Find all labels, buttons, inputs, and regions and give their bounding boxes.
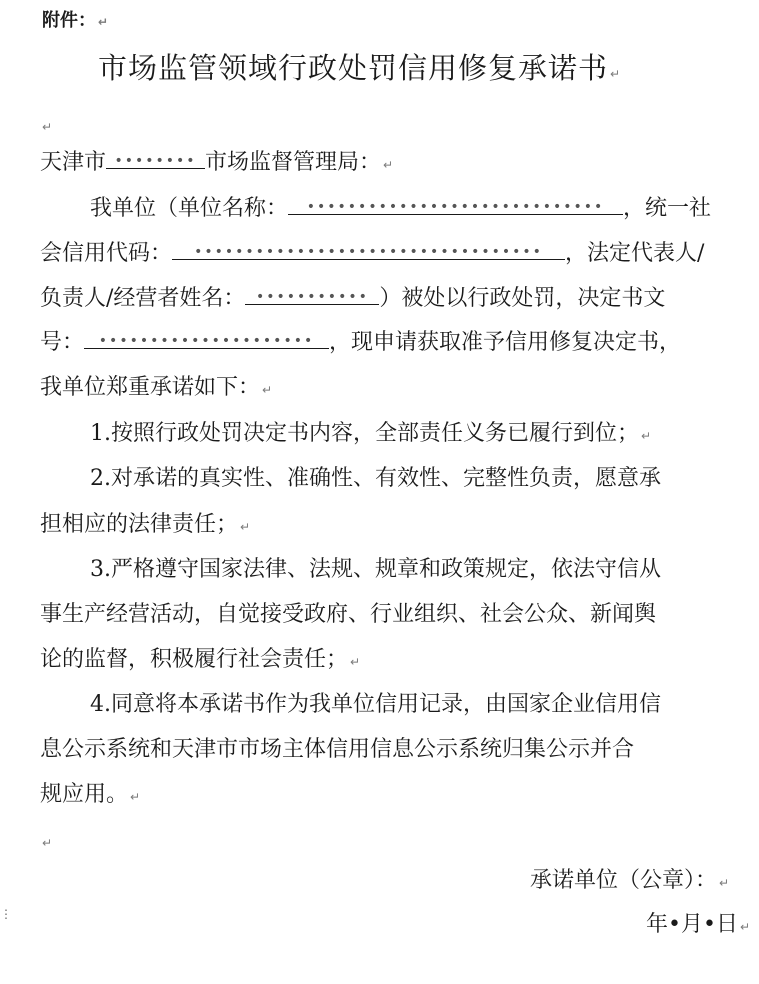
item-1-line-1: 1.按照行政处罚决定书内容，全部责任义务已履行到位； ↵ <box>90 421 652 446</box>
paragraph-mark: ↵ <box>42 836 53 850</box>
paragraph-mark: ↵ <box>383 158 394 172</box>
paragraph-mark: ↵ <box>130 790 141 804</box>
item-3-line-3: 论的监督，积极履行社会责任； ↵ <box>40 647 361 672</box>
edge-marker: ⋮ <box>0 907 12 921</box>
paragraph-mark: ↵ <box>240 520 251 534</box>
intro-line-5: 我单位郑重承诺如下： ↵ <box>40 375 273 400</box>
person-name-blank[interactable]: ••••••••••• <box>245 290 379 305</box>
intro-line-1: 我单位（单位名称： ••••••••••••••••••••••••••••• ，统一社 <box>90 196 712 221</box>
paragraph-mark: ↵ <box>739 920 751 934</box>
item-2-line-2: 担相应的法律责任； ↵ <box>40 512 251 537</box>
item-2-line-1: 2.对承诺的真实性、准确性、有效性、完整性负责，愿意承 <box>90 466 661 491</box>
paragraph-mark: ↵ <box>42 120 53 134</box>
item-4-line-2: 息公示系统和天津市市场主体信用信息公示系统归集公示并合 <box>40 737 635 762</box>
intro-line-4: 号： ••••••••••••••••••••• ，现申请获取准予信用修复决定书， <box>40 330 682 355</box>
decision-number-blank[interactable]: ••••••••••••••••••••• <box>84 334 329 349</box>
item-4-line-1: 4.同意将本承诺书作为我单位信用记录，由国家企业信用信 <box>90 692 661 717</box>
attachment-label: 附件： ↵ <box>42 10 109 31</box>
document-title: 市场监管领域行政处罚信用修复承诺书 ↵ <box>98 51 622 85</box>
blank-line <box>40 832 52 851</box>
salutation: 天津市 •••••••• 市场监督管理局： ↵ <box>40 150 394 175</box>
paragraph-mark: ↵ <box>610 67 622 81</box>
item-3-line-2: 事生产经营活动，自觉接受政府、行业组织、社会公众、新闻舆 <box>40 602 657 627</box>
signature-date: 年•月•日 ↵ <box>646 912 751 937</box>
paragraph-mark: ↵ <box>350 655 361 669</box>
paragraph-mark: ↵ <box>641 429 652 443</box>
blank-line <box>40 116 52 135</box>
paragraph-mark: ↵ <box>262 383 273 397</box>
unit-name-blank[interactable]: ••••••••••••••••••••••••••••• <box>288 200 623 215</box>
paragraph-mark: ↵ <box>98 15 109 29</box>
item-4-line-3: 规应用。 ↵ <box>40 782 141 807</box>
intro-line-2: 会信用代码： •••••••••••••••••••••••••••••••••• ，法定代表人/ <box>40 241 705 266</box>
city-district-blank[interactable]: •••••••• <box>106 154 205 169</box>
item-3-line-1: 3.严格遵守国家法律、法规、规章和政策规定，依法守信从 <box>90 557 661 582</box>
credit-code-blank[interactable]: •••••••••••••••••••••••••••••••••• <box>172 245 565 260</box>
paragraph-mark: ↵ <box>719 876 730 890</box>
signature-label: 承诺单位（公章）： ↵ <box>530 868 730 893</box>
intro-line-3: 负责人/经营者姓名： ••••••••••• ）被处以行政处罚，决定书文 <box>40 286 666 311</box>
